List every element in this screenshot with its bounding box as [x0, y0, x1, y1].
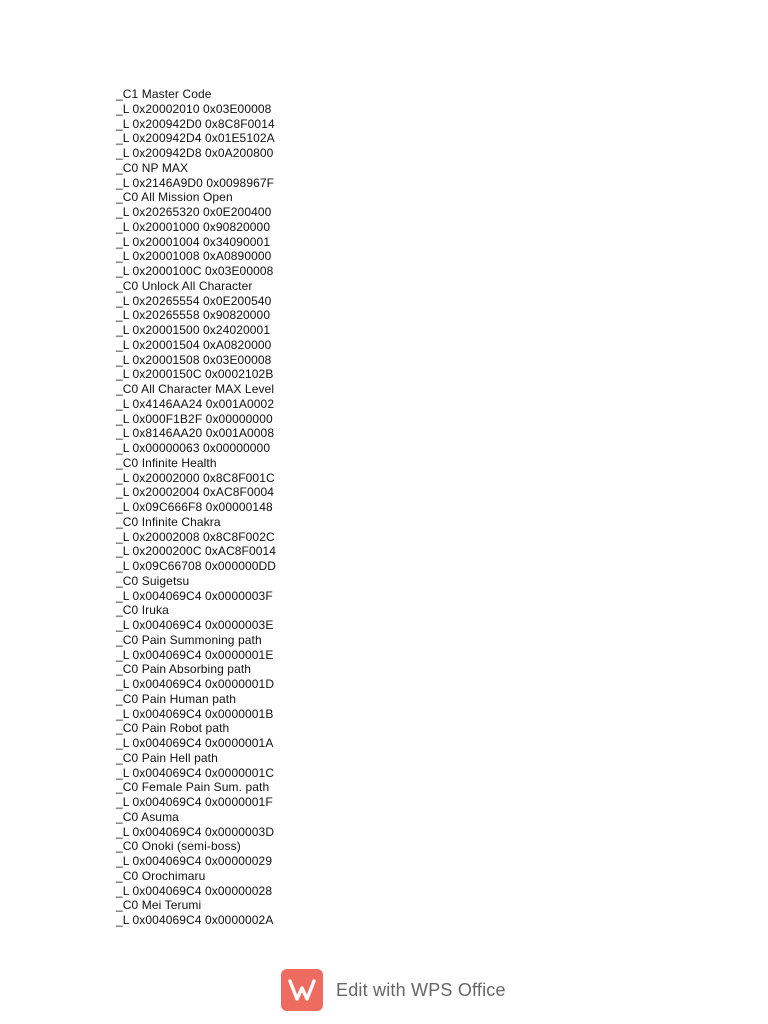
code-entry-line: _L 0x004069C4 0x0000001E — [116, 647, 274, 662]
code-entry-line: _L 0x20001504 0xA0820000 — [116, 337, 272, 352]
code-entry-line: _L 0x000F1B2F 0x00000000 — [116, 411, 273, 426]
code-entry-line: _L 0x20265320 0x0E200400 — [116, 205, 272, 219]
code-entry-line: _L 0x09C66708 0x000000DD — [116, 559, 277, 573]
code-entry-line: _L 0x2000100C 0x03E00008 — [116, 264, 274, 278]
code-entry-line: _L 0x200942D4 0x01E5102A — [116, 131, 275, 146]
code-entry-line: _L 0x20265554 0x0E200540 — [116, 293, 272, 308]
code-header-line: _C0 Mei Terumi — [116, 898, 202, 913]
code-entry-line: _L 0x20001008 0xA0890000 — [116, 249, 272, 264]
code-header-line: _C0 Pain Hell path — [116, 750, 218, 765]
code-entry-line: _L 0x004069C4 0x0000003E — [116, 618, 274, 632]
code-entry-line: _L 0x2000200C 0xAC8F0014 — [116, 544, 277, 559]
code-entry-line: _L 0x004069C4 0x0000001A — [116, 736, 274, 750]
code-entry-line: _L 0x004069C4 0x0000003F — [116, 588, 273, 603]
code-header-line: _C0 Infinite Chakra — [116, 514, 221, 529]
code-entry-line: _L 0x004069C4 0x00000029 — [116, 854, 273, 868]
code-header-line: _C0 Suigetsu — [116, 573, 190, 588]
code-header-line: _C0 Onoki (semi-boss) — [116, 839, 241, 854]
code-entry-line: _L 0x09C666F8 0x00000148 — [116, 500, 273, 514]
code-entry-line: _L 0x20001004 0x34090001 — [116, 234, 271, 249]
cheat-code-list — [116, 87, 276, 928]
code-header-line: _C0 Unlock All Character — [116, 278, 253, 293]
code-header-line: _C0 Infinite Health — [116, 455, 217, 470]
code-header-line: _C0 Asuma — [116, 809, 179, 824]
code-entry-line: _L 0x20002004 0xAC8F0004 — [116, 485, 275, 500]
code-entry-line: _L 0x200942D8 0x0A200800 — [116, 146, 274, 160]
wps-office-logo-icon — [281, 969, 323, 1011]
code-entry-line: _L 0x004069C4 0x0000001F — [116, 795, 273, 809]
code-entry-line: _L 0x004069C4 0x0000001B — [116, 706, 274, 721]
code-entry-line: _L 0x20002010 0x03E00008 — [116, 101, 272, 116]
code-entry-line: _L 0x8146AA20 0x001A0008 — [116, 426, 275, 441]
code-header-line: _C0 Orochimaru — [116, 868, 206, 883]
code-header-line: _C0 Pain Summoning path — [116, 632, 262, 647]
code-entry-line: _L 0x200942D0 0x8C8F0014 — [116, 116, 275, 131]
code-header-line: _C0 Female Pain Sum. path — [116, 780, 270, 795]
code-header-line: _C0 Pain Human path — [116, 691, 236, 706]
code-entry-line: _L 0x004069C4 0x0000002A — [116, 913, 274, 927]
code-entry-line: _L 0x00000063 0x00000000 — [116, 441, 271, 455]
code-entry-line: _L 0x20001508 0x03E00008 — [116, 352, 272, 367]
wps-watermark[interactable] — [281, 969, 506, 1011]
code-header-line: _C0 Iruka — [116, 603, 169, 618]
code-entry-line: _L 0x004069C4 0x0000001C — [116, 765, 275, 780]
code-entry-line: _L 0x2146A9D0 0x0098967F — [116, 175, 275, 190]
code-entry-line: _L 0x004069C4 0x00000028 — [116, 883, 273, 898]
code-entry-line: _L 0x004069C4 0x0000003D — [116, 824, 275, 839]
code-entry-line: _L 0x20002008 0x8C8F002C — [116, 529, 275, 544]
code-entry-line: _L 0x2000150C 0x0002102B — [116, 367, 274, 382]
code-entry-line: _L 0x20002000 0x8C8F001C — [116, 470, 275, 485]
code-entry-line: _L 0x004069C4 0x0000001D — [116, 677, 275, 691]
code-entry-line: _L 0x20001000 0x90820000 — [116, 219, 271, 234]
code-header-line: _C0 All Character MAX Level — [116, 382, 275, 396]
code-header-line: _C0 Pain Robot path — [116, 721, 230, 736]
code-header-line: _C0 All Mission Open — [116, 190, 233, 205]
code-entry-line: _L 0x20265558 0x90820000 — [116, 308, 271, 323]
watermark-text: Edit with WPS Office — [336, 979, 506, 1000]
code-entry-line: _L 0x4146AA24 0x001A0002 — [116, 396, 275, 411]
code-header-line: _C1 Master Code — [116, 87, 212, 101]
code-entry-line: _L 0x20001500 0x24020001 — [116, 323, 271, 337]
code-header-line: _C0 Pain Absorbing path — [116, 662, 252, 677]
code-header-line: _C0 NP MAX — [116, 160, 189, 175]
